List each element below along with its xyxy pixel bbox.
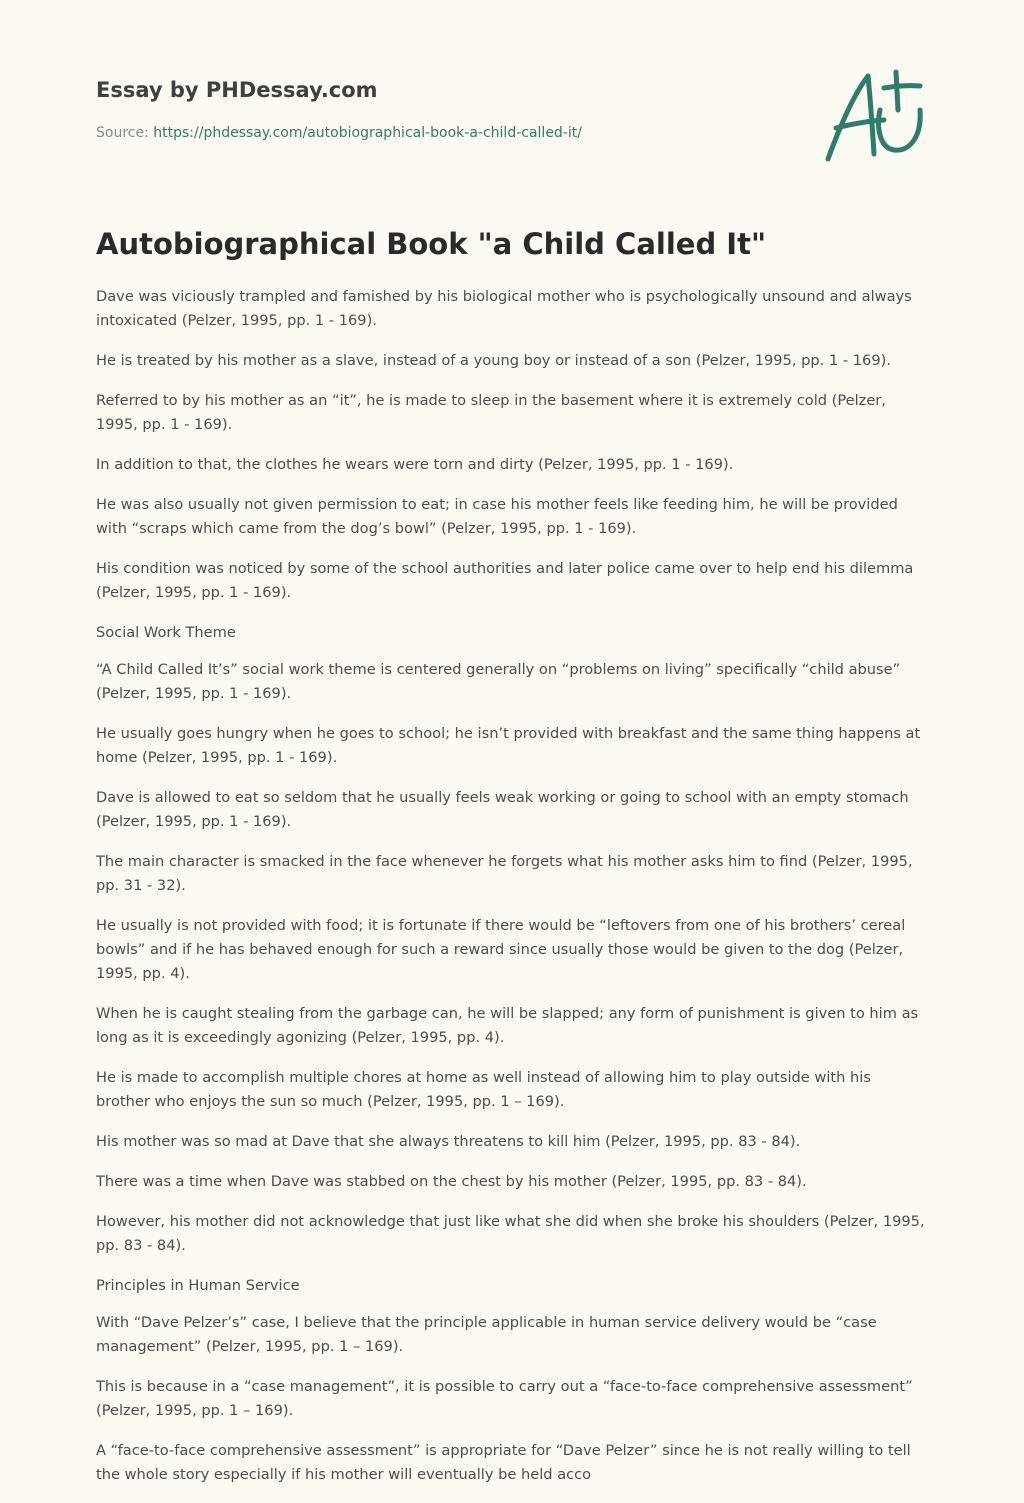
paragraph: With “Dave Pelzer’s” case, I believe that the principle applicable in human service delivery would be “case management” (Pelzer, 1995, pp. 1 – 169). <box>96 1314 877 1355</box>
source-label: Source: <box>96 125 149 141</box>
paragraph: He was also usually not given permission to eat; in case his mother feels like feeding him, he will be provided with “scraps which came from the dog’s bowl” (Pelzer, 1995, pp. 1 - 169). <box>96 496 898 537</box>
paragraph: The main character is smacked in the face whenever he forgets what his mother asks him to find (Pelzer, 1995, pp. 31 - 32). <box>96 853 913 894</box>
paragraph: He is treated by his mother as a slave, instead of a young boy or instead of a son (Pelzer, 1995, pp. 1 - 169). <box>96 352 891 369</box>
section-heading: Principles in Human Service <box>96 1277 300 1294</box>
paragraph: “A Child Called It’s” social work theme is centered generally on “problems on living” specifically “child abuse” (Pelzer, 1995, pp. 1 - 169). <box>96 661 901 702</box>
site-title: Essay by PHDessay.com <box>96 78 378 102</box>
paragraph: Dave is allowed to eat so seldom that he usually feels weak working or going to school with an empty stomach (Pelzer, 1995, pp. 1 - 169). <box>96 789 909 830</box>
paragraph: A “face-to-face comprehensive assessment” is appropriate for “Dave Pelzer” since he is not really willing to tell the whole story especially if his mother will eventually be held acco <box>96 1442 911 1483</box>
paragraph: In addition to that, the clothes he wears were torn and dirty (Pelzer, 1995, pp. 1 - 169). <box>96 456 734 473</box>
paragraph: There was a time when Dave was stabbed on the chest by his mother (Pelzer, 1995, pp. 83 - 84). <box>96 1173 807 1190</box>
source-line <box>96 124 582 142</box>
paragraph: This is because in a “case management”, it is possible to carry out a “face-to-face comprehensive assessment” (Pelzer, 1995, pp. 1 – 169). <box>96 1378 913 1419</box>
paragraph: When he is caught stealing from the garbage can, he will be slapped; any form of punishment is given to him as long as it is exceedingly agonizing (Pelzer, 1995, pp. 4). <box>96 1005 919 1046</box>
paragraph: His mother was so mad at Dave that she always threatens to kill him (Pelzer, 1995, pp. 83 - 84). <box>96 1133 801 1150</box>
section-heading: Social Work Theme <box>96 624 236 641</box>
essay-body <box>96 285 926 1503</box>
paragraph: However, his mother did not acknowledge that just like what she did when she broke his shoulders (Pelzer, 1995, pp. 83 - 84). <box>96 1213 925 1254</box>
a-plus-logo-icon <box>822 66 928 166</box>
paragraph: He is made to accomplish multiple chores at home as well instead of allowing him to play outside with his brother who enjoys the sun so much (Pelzer, 1995, pp. 1 – 169). <box>96 1069 871 1110</box>
source-link[interactable]: https://phdessay.com/autobiographical-book-a-child-called-it/ <box>153 125 582 141</box>
paragraph: His condition was noticed by some of the school authorities and later police came over to help end his dilemma (Pelzer, 1995, pp. 1 - 169). <box>96 560 914 601</box>
paragraph: Referred to by his mother as an “it”, he is made to sleep in the basement where it is extremely cold (Pelzer, 1995, pp. 1 - 169). <box>96 392 886 433</box>
paragraph: He usually is not provided with food; it is fortunate if there would be “leftovers from one of his brothers’ cereal bowls” and if he has behaved enough for such a reward since usually those would be given to the dog (Pelzer, 1995, pp. 4). <box>96 917 906 982</box>
paragraph: He usually goes hungry when he goes to school; he isn’t provided with breakfast and the same thing happens at home (Pelzer, 1995, pp. 1 - 169). <box>96 725 921 766</box>
paragraph: Dave was viciously trampled and famished by his biological mother who is psychologically unsound and always intoxicated (Pelzer, 1995, pp. 1 - 169). <box>96 288 912 329</box>
essay-title: Autobiographical Book "a Child Called It" <box>96 227 767 261</box>
site-header <box>96 76 378 104</box>
